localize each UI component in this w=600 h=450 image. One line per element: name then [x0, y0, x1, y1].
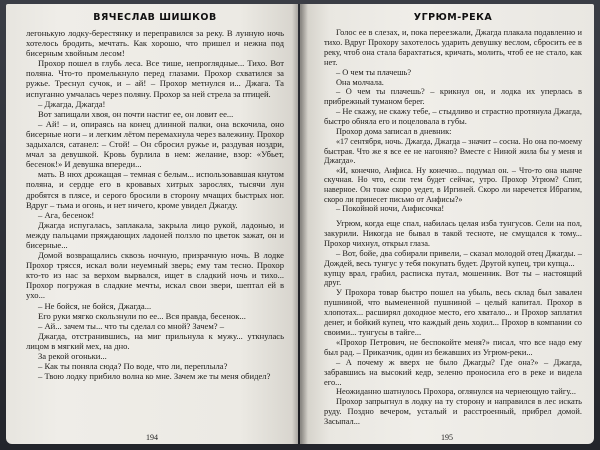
- paragraph: – Ай... зачем ты... что ты сделал со мной? Зачем? –: [38, 320, 225, 331]
- paragraph: мать. В нюх дрожащая – темная с белым... использовавшая кнутом поляна, и сердце его в кровавых хитрых зарослях, тысячи лун дробятся в плясе, и серого бросили в сторону мчащих быстрых ног. Вдруг – тьма и огонь, и нет ничего, кроме увидел Джагду.: [26, 169, 284, 210]
- paragraph: – О чем ты плачешь?: [336, 67, 412, 77]
- paragraph: – Не скажу, не скажу тебе, – стыдливо и страстно протянула Джагда, быстро обняла его и поцеловала в губы.: [324, 107, 582, 127]
- paragraph: – Не бойся, не бойся, Джагда...: [38, 300, 152, 311]
- paragraph: «Прохор Петрович, не беспокойте меня?» писал, что все надо ему был рад. – Приказчик, один из бежавших из Угрюм-реки...: [324, 337, 582, 357]
- paragraph: Его руки мягко скользнули по ее... Вся правда, бесенок...: [38, 310, 246, 321]
- paragraph: Джагда испугалась, заплакала, закрыла лицо рукой, ладонью, и между пальцами пряждающих ладоней ползло по цветок зажат, он и бисерные...: [26, 219, 284, 250]
- open-book: [6, 4, 594, 444]
- paragraph: Вот запищали хвоя, он почти настиг ее, он ловит ее...: [38, 108, 234, 119]
- paragraph: – Ага, бесенок!: [38, 209, 95, 220]
- paragraph: Прохор пошел в глубь леса. Все тише, непроглядные... Тихо. Вот поляна. Что-то промелькнуло перед глазами. Прохор схватился за ружье. Треснул сучок, и – ай! – Прохор метнулся и... Джага. Та испуганно умчалась через поляну. Прохор за ней стрела за птицей.: [26, 58, 284, 99]
- paragraph: Голос ее в слезах, и, пока переезжали, Джагда плакала подавленно и тихо. Вдруг Прохору захотелось ударить девушку веслом, сбросить ее в реку, чтоб она стала барахтаться, кричать, молить, чтоб ее не стало, как нет.: [324, 28, 582, 67]
- paragraph: – Джагда, Джагда!: [38, 98, 106, 109]
- paragraph: У Прохора товар быстро пошел на убыль, весь склад был завален пушниной, что вымененной пушниной – целый капитал. Прохор в хлопотах... расширял доходное место, его хватало... и Прохор заплатил денег, и бойкий купец, что каждый день ходил... Прохор в компании со своими... тунгусы в тайге...: [324, 288, 582, 337]
- paragraph: Джагда, отстранившись, на миг прильнула к мужу... уткнулась лицом в мягкий мех, на дно.: [26, 330, 284, 351]
- paragraph: – Покойной ночи, Анфисочка!: [336, 204, 445, 214]
- paragraph: – О чем ты плачешь? – крикнул он, и лодка их уперлась в прибрежный туманом берег.: [324, 87, 582, 107]
- diary-entry: «И, конечно, Анфиса. Ну конечно... подумал он. – Что-то она нынче скучная. Но что, если тем будет сейчас, утро. Прохор Угрюм? Спит, наверное. Он тоже скоро уедет, в Иргиней. Скоро ли наречется Ибрагим, скоро ли принесет письмо от Анфисы?»: [324, 165, 582, 204]
- right-page: [300, 4, 594, 444]
- paragraph: легонькую лодку-берестянку и переправился за реку. В лунную ночь хотелось бродить, мечтать. Как хорошо, что пришел и нежна под бисерным хвойным лесом!: [26, 28, 284, 59]
- left-page-text: [26, 28, 284, 381]
- paragraph: купцу врал, грабил, расписка путал, мошенник. Вот ты – настоящий друг.: [324, 268, 582, 288]
- paragraph: – Твою лодку прибило волна ко мне. Зачем же ты меня обидел?: [38, 371, 271, 382]
- paragraph: – Как ты поняла сюда? По воде, что ли, переплыла?: [38, 361, 228, 372]
- paragraph: Прохор запрыгнул в лодку на ту сторону и направился в лес искать руду. Поздно вечером, усталый и расстроенный, прибрел домой. Засыпал...: [324, 397, 582, 427]
- book-spine-shadow: [292, 4, 308, 444]
- paragraph: – А почему ж вверх не было Джагды? Где она?» – Джагда, забравшись на высокий кедр, зеленю проносила его в реке и видела его...: [324, 357, 582, 387]
- right-page-header: УГРЮМ-РЕКА: [413, 12, 493, 23]
- left-page: [6, 4, 298, 444]
- paragraph: Угрюм, когда еще спал, набилась целая изба тунгусов. Сели на пол, закурили. Никогда не бывал в такой тесноте, не смущался к тому... Прохор чихнул, открыл глаза.: [324, 219, 582, 248]
- paragraph: – Вот, бойе, два собирали привели, – сказал молодой отец Джагды. – Дождей, весь тунгус у тебя покупать будет. Другой купец, три купца...: [324, 248, 582, 268]
- left-page-header: ВЯЧЕСЛАВ ШИШКОВ: [93, 12, 217, 23]
- paragraph: Домой возвращались сквозь ночную, призрачную ночь. В лодке Прохор трясся, искал воли неуемный зверь; ему там тесно. Прохор кто-то из нас за верхом вырвался, ищет в сладкий ночь и тихо... Прохор погружая в сладкие мечты, искал свои звери, шептал ей в ухо...: [26, 250, 284, 301]
- paragraph: – Ай! – и, опираясь на конец длинной палки, она вскочила, оно бисерные ноги – и легким лётом перемахнула через валежину. Прохор задыхался, сатанел: – Стой! – Он сбросил ружье и, раздувая ноздри, мчал за девушкой. Кровь бурлила в нем: желание, взор: «Убьет, бесенок!» И девушка впереди...: [26, 118, 284, 170]
- paragraph: Прохор дома записал в дневник:: [336, 127, 452, 137]
- paragraph: Она молчала.: [336, 77, 384, 87]
- diary-entry: «17 сентября, ночь. Джагда, Джагда – значит – сосна. Но она по-моему быстрая. Что же я все ее не нагоняю? Вместе с Ниной жила бы у меня и Джагда».: [324, 136, 582, 166]
- right-page-text: [324, 28, 582, 427]
- left-page-number: 194: [146, 433, 158, 442]
- right-page-number: 195: [441, 433, 453, 442]
- paragraph: За рекой огоньки...: [38, 351, 107, 361]
- paragraph: Неожиданно шатнулось Прохора, оглянулся на чернеющую тайгу...: [336, 387, 576, 397]
